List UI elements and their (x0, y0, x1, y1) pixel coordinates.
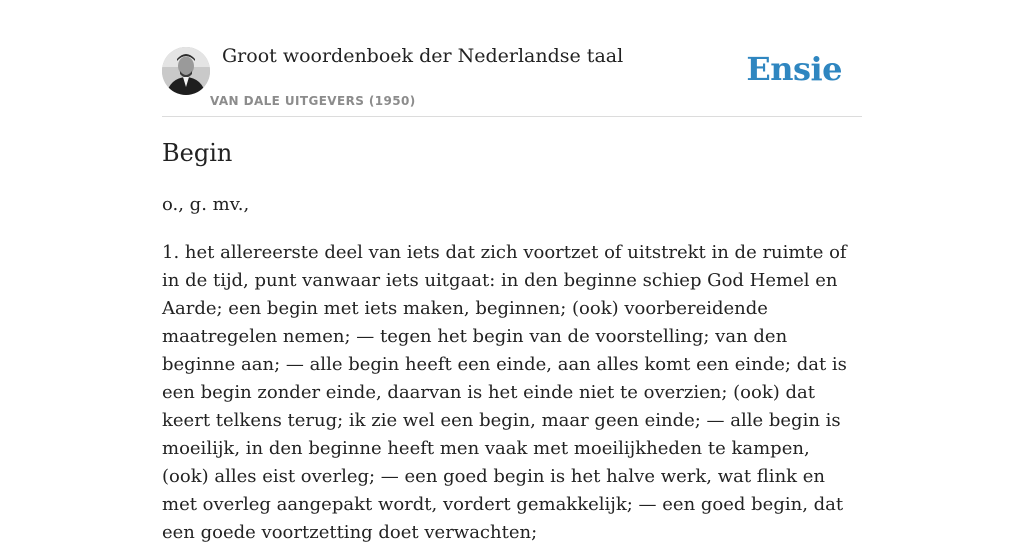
entry-definition: 1. het allereerste deel van iets dat zich voortzet of uitstrekt in de ruimte of in de tijd, punt vanwaar iets uitgaat: in den beginne schiep God Hemel en Aarde; een begin met iets maken, beginnen; (ook) voorbereidende maatregelen nemen; — tegen het begin van de voorstelling; van den beginne aan; — alle begin heeft een einde, aan alles komt een einde; dat is een begin zonder einde, daarvan is het einde niet te overzien; (ook) dat keert telkens terug; ik zie wel een begin, maar geen einde; — alle begin is moeilijk, in den beginne heeft men vaak met moeilijkheden te kampen, (ook) alles eist overleg; — een goed begin is het halve werk, wat flink en met overleg aangepakt wordt, vordert gemakkelijk; — een goed begin, dat een goede voortzetting doet verwachten; (162, 242, 847, 543)
ensie-logo[interactable]: Ensie (746, 50, 842, 88)
page (162, 0, 862, 543)
author-portrait[interactable] (162, 47, 210, 95)
entry-headword: Begin (162, 139, 233, 167)
entry-grammar: o., g. mv., (162, 194, 250, 215)
book-title[interactable]: Groot woordenboek der Nederlandse taal (222, 45, 624, 67)
dictionary-header (162, 0, 862, 117)
publisher-label: VAN DALE UITGEVERS (1950) (210, 94, 416, 108)
portrait-image (162, 47, 210, 95)
